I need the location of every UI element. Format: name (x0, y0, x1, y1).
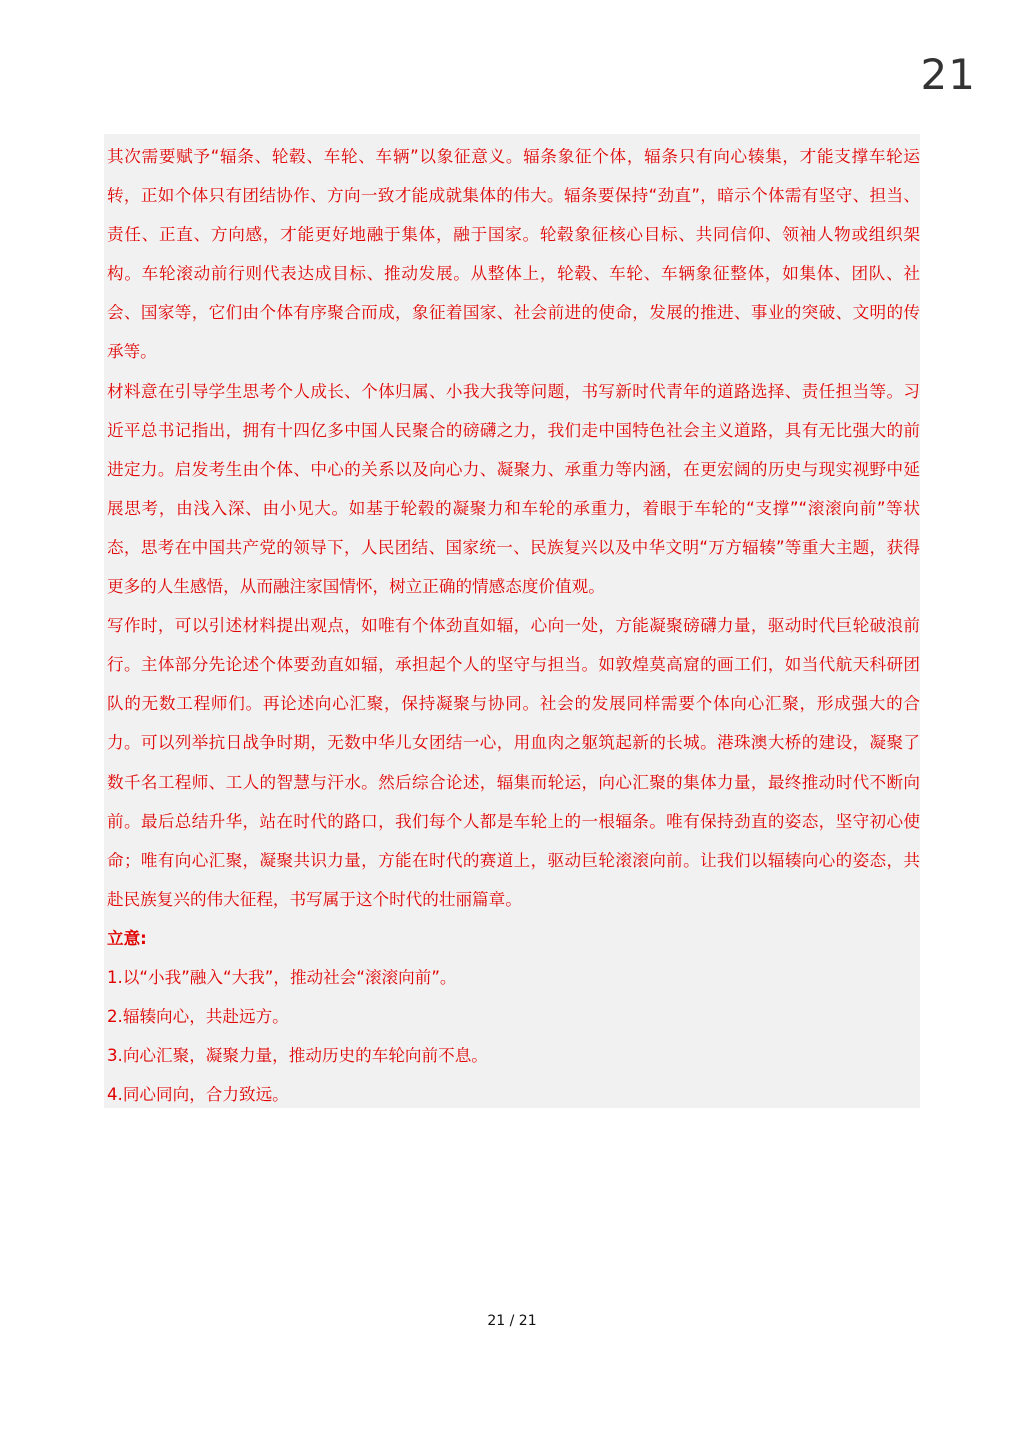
thesis-point: 4.同心同向，合力致远。 (107, 1085, 289, 1105)
thesis-point: 1.以“小我”融入“大我”，推动社会“滚滚向前”。 (107, 967, 457, 987)
paragraph-symbolism: 其次需要赋予“辐条、轮毂、车轮、车辆”以象征意义。辐条象征个体，辐条只有向心辏集，才能支撑车轮运转，正如个体只有团结协作、方向一致才能成就集体的伟大。辐条要保持“劲直”，暗示个体需有坚守、担当、责任、正直、方向感，才能更好地融于集体，融于国家。轮毂象征核心目标、共同信仰、领袖人物或组织架构。车轮滚动前行则代表达成目标、推动发展。从整体上，轮毂、车轮、车辆象征整体，如集体、团队、社会、国家等，它们由个体有序聚合而成，象征着国家、社会前进的使命，发展的推进、事业的突破、文明的传承等。 (107, 147, 920, 362)
paragraph-writing-guide: 写作时，可以引述材料提出观点，如唯有个体劲直如辐，心向一处，方能凝聚磅礴力量，驱动时代巨轮破浪前行。主体部分先论述个体要劲直如辐，承担起个人的坚守与担当。如敦煌莫高窟的画工们，如当代航天科研团队的无数工程师们。再论述向心汇聚，保持凝聚与协同。社会的发展同样需要个体向心汇聚，形成强大的合力。可以列举抗日战争时期，无数中华儿女团结一心，用血肉之躯筑起新的长城。港珠澳大桥的建设，凝聚了数千名工程师、工人的智慧与汗水。然后综合论述，辐集而轮运，向心汇聚的集体力量，最终推动时代不断向前。最后总结升华，站在时代的路口，我们每个人都是车轮上的一根辐条。唯有保持劲直的姿态，坚守初心使命；唯有向心汇聚，凝聚共识力量，方能在时代的赛道上，驱动巨轮滚滚向前。让我们以辐辏向心的姿态，共赴民族复兴的伟大征程，书写属于这个时代的壮丽篇章。 (107, 616, 920, 909)
thesis-point: 2.辐辏向心，共赴远方。 (107, 1007, 289, 1027)
content-block (104, 134, 920, 1108)
thesis-point: 3.向心汇聚，凝聚力量，推动历史的车轮向前不息。 (107, 1046, 488, 1066)
thesis-heading: 立意: (107, 928, 147, 948)
footer-pagination: 21 / 21 (487, 1313, 537, 1329)
paragraph-intent: 材料意在引导学生思考个人成长、个体归属、小我大我等问题，书写新时代青年的道路选择、责任担当等。习近平总书记指出，拥有十四亿多中国人民聚合的磅礴之力，我们走中国特色社会主义道路，具有无比强大的前进定力。启发考生由个体、中心的关系以及向心力、凝聚力、承重力等内涵，在更宏阔的历史与现实视野中延展思考，由浅入深、由小见大。如基于轮毂的凝聚力和车轮的承重力，着眼于车轮的“支撑”“滚滚向前”等状态，思考在中国共产党的领导下，人民团结、国家统一、民族复兴以及中华文明“万方辐辏”等重大主题，获得更多的人生感悟，从而融注家国情怀，树立正确的情感态度价值观。 (107, 381, 920, 597)
corner-page-number: 21 (920, 50, 976, 99)
